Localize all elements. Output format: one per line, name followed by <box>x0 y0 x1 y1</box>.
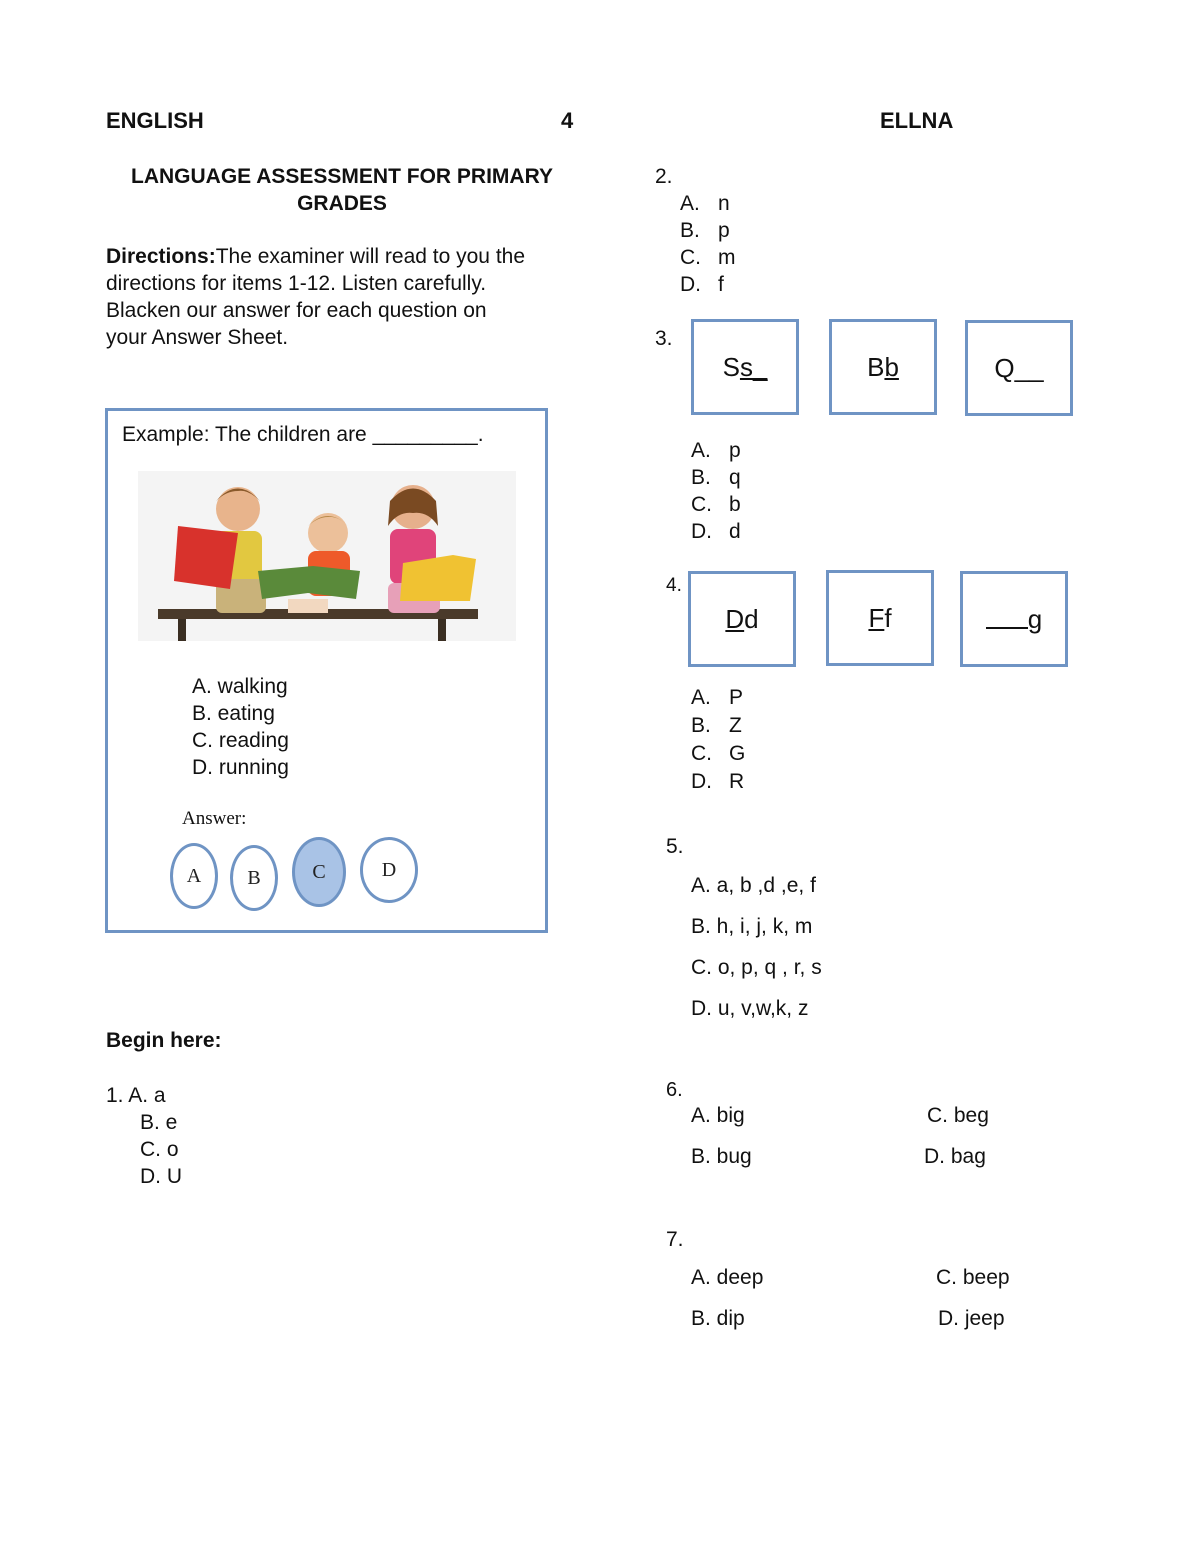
q6-option-a: A. big <box>691 1104 745 1127</box>
q4-box-3-blank <box>986 609 1028 629</box>
q3-box-1-under: s_ <box>739 351 768 382</box>
q3-box-1 <box>691 319 799 415</box>
q1-option-c: C. o <box>140 1138 179 1161</box>
q4-box-2-rest: f <box>884 602 892 633</box>
q4-value-d: R <box>729 770 745 793</box>
q6-option-d: D. bag <box>924 1145 986 1168</box>
q2-letter-c: C. <box>680 246 701 269</box>
q7-option-a: A. deep <box>691 1266 764 1289</box>
q5-option-c: C. o, p, q , r, s <box>691 956 822 979</box>
q4-value-a: P <box>729 686 744 709</box>
q4-box-2-under: F <box>868 602 885 633</box>
q3-number: 3. <box>655 327 673 350</box>
q3-letter-a: A. <box>691 439 711 462</box>
q4-value-c: G <box>729 742 746 765</box>
q6-option-b: B. bug <box>691 1145 752 1168</box>
q3-value-c: b <box>729 493 741 516</box>
children-reading-image <box>138 471 516 641</box>
q4-box-3 <box>960 571 1068 667</box>
q2-letter-d: D. <box>680 273 701 296</box>
answer-bubble-a[interactable]: A <box>170 843 218 909</box>
q7-option-d: D. jeep <box>938 1307 1005 1330</box>
q7-option-b: B. dip <box>691 1307 745 1330</box>
q3-box-2 <box>829 319 937 415</box>
directions-line-1: The examiner will read to you the <box>215 245 526 268</box>
grade-heading: 4 <box>561 108 574 133</box>
q3-letter-b: B. <box>691 466 711 489</box>
q7-number: 7. <box>666 1228 684 1251</box>
q4-letter-a: A. <box>691 686 711 709</box>
example-option-a: A. walking <box>192 675 288 698</box>
directions-line-3: Blacken our answer for each question on <box>106 299 487 322</box>
answer-bubble-b[interactable]: B <box>230 845 278 911</box>
q2-letter-b: B. <box>680 219 700 242</box>
q4-box-1-under: D <box>725 603 745 634</box>
answer-bubble-c-selected[interactable]: C <box>292 837 346 907</box>
q4-letter-c: C. <box>691 742 712 765</box>
directions <box>106 243 586 351</box>
q1-option-d: D. U <box>140 1165 182 1188</box>
q7-option-c: C. beep <box>936 1266 1010 1289</box>
q3-value-d: d <box>729 520 741 543</box>
q3-letter-c: C. <box>691 493 712 516</box>
subject-heading: ENGLISH <box>106 108 204 133</box>
answer-label: Answer: <box>182 808 247 829</box>
q4-number: 4. <box>666 575 682 596</box>
begin-here-label: Begin here: <box>106 1029 222 1052</box>
q3-options <box>691 437 741 545</box>
q3-box-3-under: __ <box>1014 352 1044 383</box>
q5-option-b: B. h, i, j, k, m <box>691 915 813 938</box>
q4-value-b: Z <box>729 714 742 737</box>
q5-number: 5. <box>666 835 684 858</box>
example-options <box>192 673 289 781</box>
directions-line-4: your Answer Sheet. <box>106 326 289 349</box>
q2-options <box>680 190 736 298</box>
answer-bubble-d[interactable]: D <box>360 837 418 903</box>
example-prompt: Example: The children are _________. <box>122 423 484 446</box>
q4-letter-d: D. <box>691 770 712 793</box>
q6-number: 6. <box>666 1079 683 1101</box>
q3-letter-d: D. <box>691 520 712 543</box>
q3-box-3 <box>965 320 1073 416</box>
test-heading: ELLNA <box>880 108 954 133</box>
question-1 <box>106 1082 182 1190</box>
example-box <box>105 408 548 933</box>
q2-value-a: n <box>718 192 730 215</box>
q3-box-3-base: Q <box>994 352 1015 383</box>
q2-letter-a: A. <box>680 192 700 215</box>
example-option-d: D. running <box>192 756 289 779</box>
q3-value-a: p <box>729 439 741 462</box>
q4-letter-b: B. <box>691 714 711 737</box>
q6-option-c: C. beg <box>927 1104 989 1127</box>
q4-box-1 <box>688 571 796 667</box>
q3-box-2-under: b <box>884 351 899 382</box>
q3-box-2-base: B <box>867 351 885 382</box>
q4-box-1-rest: d <box>744 603 759 634</box>
q4-box-3-rest: g <box>1027 603 1043 634</box>
q2-number: 2. <box>655 165 673 188</box>
q4-options <box>691 684 745 796</box>
q3-value-b: q <box>729 466 741 489</box>
q2-value-c: m <box>718 246 736 269</box>
page-title: LANGUAGE ASSESSMENT FOR PRIMARY GRADES <box>131 165 553 215</box>
q2-value-d: f <box>718 273 724 296</box>
q1-number: 1. <box>106 1084 124 1107</box>
q1-option-b: B. e <box>140 1111 178 1134</box>
directions-label: Directions: <box>106 245 216 268</box>
q3-box-1-base: S <box>722 351 740 382</box>
directions-line-2: directions for items 1-12. Listen carefully. <box>106 272 487 295</box>
example-option-b: B. eating <box>192 702 275 725</box>
q5-option-d: D. u, v,w,k, z <box>691 997 809 1020</box>
q5-option-a: A. a, b ,d ,e, f <box>691 874 816 897</box>
q4-box-2 <box>826 570 934 666</box>
q1-option-a: A. a <box>128 1084 166 1107</box>
q2-value-b: p <box>718 219 730 242</box>
example-option-c: C. reading <box>192 729 289 752</box>
